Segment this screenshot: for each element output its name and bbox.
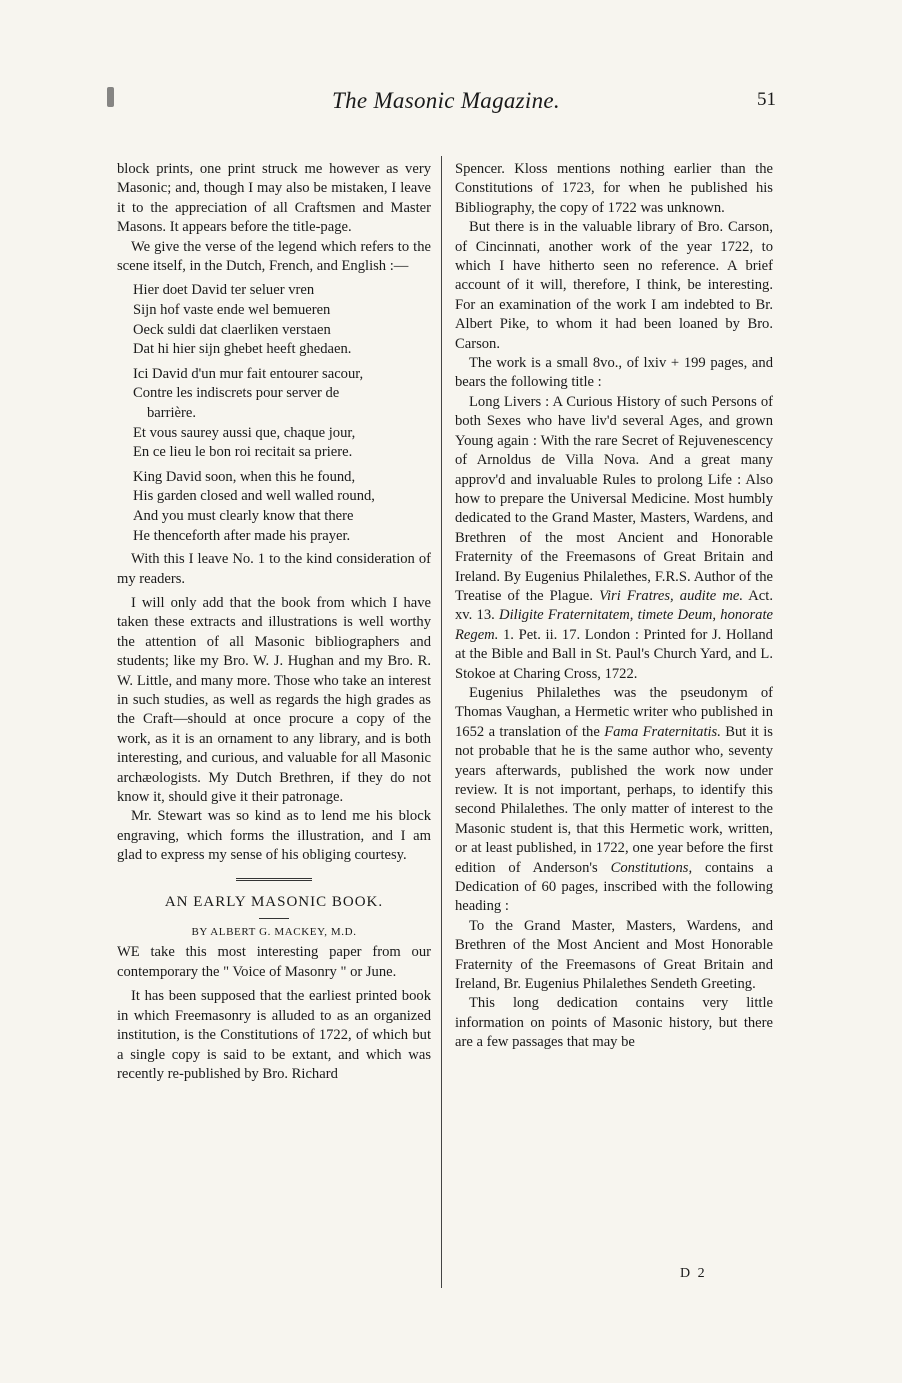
verse-line: Ici David d'un mur fait entourer sacour,	[133, 365, 364, 382]
latin-quote: Viri Fratres, audite me.	[599, 587, 743, 604]
verse-line: He thenceforth after made his prayer.	[133, 527, 351, 544]
verse-line: Oeck suldi dat claerliken verstaen	[133, 321, 331, 338]
right-column	[455, 160, 773, 1053]
verse-line: Hier doet David ter seluer vren	[133, 282, 315, 299]
verse-english	[133, 468, 431, 546]
left-column	[117, 160, 431, 1084]
verse-line: And you must clearly know that there	[133, 507, 354, 524]
paragraph: Mr. Stewart was so kind as to lend me his block engraving, which forms the illustration, and I am glad to express my sense of his obliging courtesy.	[117, 808, 431, 864]
text-run: But it is not probable that he is the same author who, seventy years afterwards, published the work now under review. It is not important, perhaps, to identify this second Philalethes. The only matter of interest to the Masonic student is, that this Hermetic work, written, or at least published, in 1722, one year before the first edition of Anderson's	[455, 723, 773, 876]
verse-french	[133, 365, 431, 463]
verse-dutch	[133, 281, 431, 359]
paragraph: This long dedication contains very little information on points of Masonic history, but there are a few passages that may be	[455, 995, 773, 1051]
article-title: AN EARLY MASONIC BOOK.	[164, 893, 384, 910]
verse-line: barrière.	[147, 405, 197, 421]
verse-line: Sijn hof vaste ende wel bemueren	[133, 302, 331, 319]
running-title: The Masonic Magazine.	[332, 88, 560, 113]
title-rule	[259, 918, 289, 919]
verse-line: His garden closed and well walled round,	[133, 488, 375, 505]
paragraph: WE take this most interesting paper from our contemporary the " Voice of Masonry " or June.	[117, 944, 431, 980]
italic-title: Constitutions,	[610, 859, 693, 876]
italic-title: Fama Fraternitatis.	[604, 723, 721, 740]
margin-mark	[107, 87, 114, 107]
citation: Act. xv. 13.	[455, 587, 773, 624]
paragraph: block prints, one print struck me however as very Masonic; and, though I may also be mistaken, I leave it to the appreciation of all Craftsmen and Master Masons. It appears before the title-page.	[117, 161, 431, 236]
text-run: contains a Dedication of 60 pages, inscribed with the following heading :	[455, 859, 773, 915]
paragraph: The work is a small 8vo., of lxiv + 199 pages, and bears the following title :	[455, 355, 773, 391]
paragraph: I will only add that the book from which I have taken these extracts and illustrations is well worthy the attention of all Masonic bibliographers and students; like my Bro. W. J. Hughan and my Bro. R. W. Little, and many more. Those who take an interest in such studies, as well as regards the high grades as the Craft—should at once procure a copy of the work, as it is an ornament to any library, and is both interesting, and curious, and valuable for all Masonic archæologists. My Dutch Brethren, if they do not know it, should give it their patronage.	[117, 594, 431, 806]
section-rule	[236, 878, 312, 881]
column-divider	[441, 156, 442, 1288]
verse-line: Contre les indiscrets pour server de	[133, 385, 340, 402]
paragraph: It has been supposed that the earliest printed book in which Freemasonry is alluded to as an organized institution, is the Constitutions of 1722, of which but a single copy is said to be extant, and which was recently re-published by Bro. Richard	[117, 988, 431, 1082]
verse-line: Dat hi hier sijn ghebet heeft ghedaen.	[133, 341, 352, 358]
paragraph: We give the verse of the legend which refers to the scene itself, in the Dutch, French, and English :—	[117, 238, 431, 275]
paragraph	[455, 684, 773, 917]
paragraph: To the Grand Master, Masters, Wardens, and Brethren of the Most Ancient and Most Honorable Fraternity of the Freemasons of Great Britain and Ireland, Br. Eugenius Philalethes Sendeth Greeting.	[455, 917, 773, 993]
imprint: 1. Pet. ii. 17. London : Printed for J. Holland at the Bible and Ball in St. Paul's Church Yard, and L. Stokoe at Charing Cross, 1722.	[455, 626, 773, 682]
page-header	[116, 88, 776, 122]
paragraph	[455, 393, 773, 684]
byline: BY ALBERT G. MACKEY, M.D.	[191, 926, 357, 939]
verse-line: Et vous saurey aussi que, chaque jour,	[133, 424, 356, 441]
latin-quote: Diligite Fraternitatem, timete Deum, honorate Regem.	[455, 607, 774, 643]
paragraph: With this I leave No. 1 to the kind consideration of my readers.	[117, 551, 431, 587]
page-number: 51	[757, 89, 776, 110]
signature-mark: D 2	[680, 1266, 707, 1281]
paragraph: But there is in the valuable library of Bro. Carson, of Cincinnati, another work of the year 1722, to which I have hitherto seen no reference. A brief account of it will, therefore, I think, be interesting. For an examination of the work I am indebted to Br. Albert Pike, to whom it had been loaned by Bro. Carson.	[455, 219, 773, 352]
verse-line: King David soon, when this he found,	[133, 468, 356, 485]
text-run: Eugenius Philalethes was the pseudonym of Thomas Vaughan, a Hermetic writer who published in 1652 a translation of the	[455, 684, 773, 740]
paragraph: Spencer. Kloss mentions nothing earlier than the Constitutions of 1723, for when he published his Bibliography, the copy of 1722 was unknown.	[455, 161, 773, 216]
verse-line: En ce lieu le bon roi recitait sa priere.	[133, 444, 353, 461]
title-text: Long Livers : A Curious History of such Persons of both Sexes who have liv'd several Ages, and grown Young again : With the rare Secret of Rejuvenescency of Arnoldus de Villa Nova. And a great many approv'd and invaluable Rules to prolong Life : Also how to prepare the Universal Medicine. Most humbly dedicated to the Grand Master, Masters, Wardens, and Brethren of the most Ancient and Honorable Fraternity of the Freemasons of Great Britain and Ireland. By Eugenius Philalethes, F.R.S. Author of the Treatise of the Plague.	[455, 393, 773, 604]
